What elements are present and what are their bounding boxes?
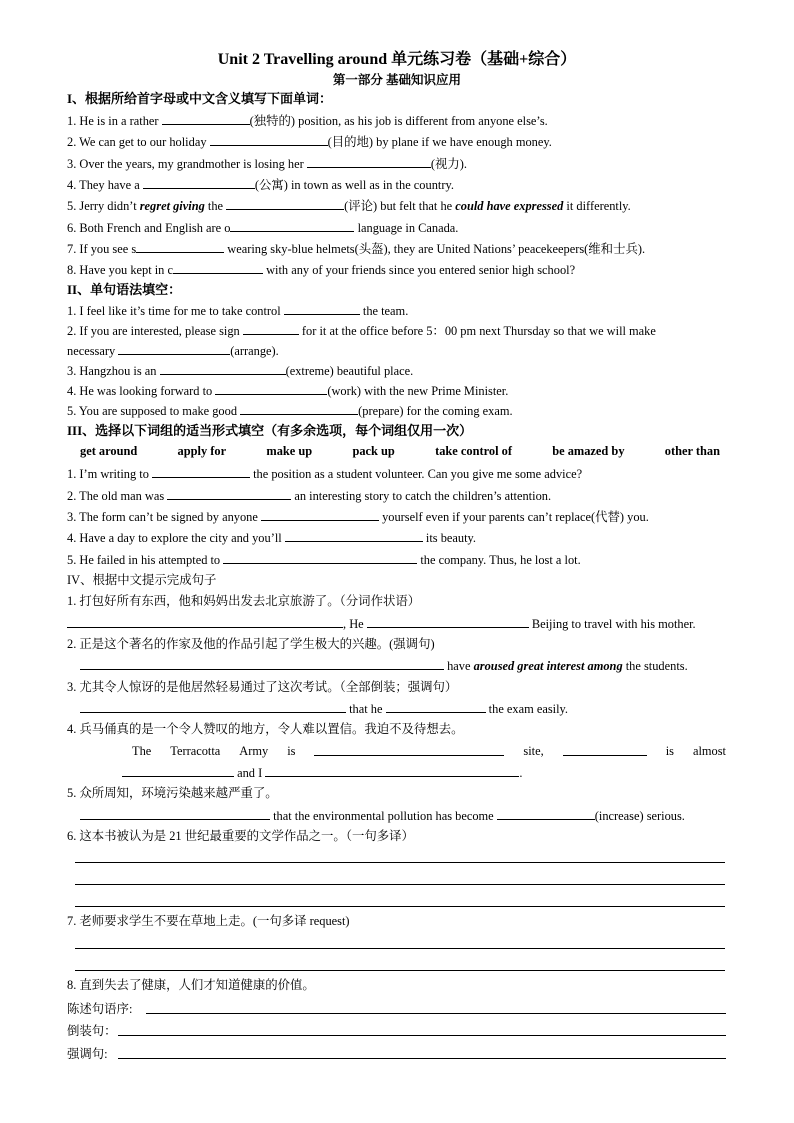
- p4-q5-prompt: 5. 众所周知，环境污染越来越严重了。: [67, 786, 278, 800]
- p1-q6: 6. Both French and English are o language in Canada.: [67, 221, 459, 235]
- p4-q2-answer: have aroused great interest among the students.: [80, 657, 688, 674]
- answer-blank[interactable]: [563, 743, 647, 756]
- part4-heading: IV、根据中文提示完成句子: [67, 573, 217, 587]
- p3-q3: 3. The form can’t be signed by anyone yourself even if your parents can’t replace(代替) you.: [67, 510, 649, 524]
- p4-q3-answer: that he the exam easily.: [80, 700, 568, 717]
- p2-q1: 1. I feel like it’s time for me to take control the team.: [67, 304, 409, 318]
- answer-blank[interactable]: [80, 657, 444, 670]
- p1-q2: 2. We can get to our holiday (目的地) by plane if we have enough money.: [67, 135, 552, 149]
- answer-blank[interactable]: [285, 529, 423, 542]
- answer-line[interactable]: [146, 1013, 726, 1014]
- p1-q3: 3. Over the years, my grandmother is losing her (视力).: [67, 157, 467, 171]
- answer-blank[interactable]: [67, 615, 343, 628]
- p1-q4: 4. They have a (公寓) in town as well as in the country.: [67, 178, 454, 192]
- answer-blank[interactable]: [210, 133, 328, 146]
- answer-blank[interactable]: [226, 197, 344, 210]
- p4-q6-prompt: 6. 这本书被认为是 21 世纪最重要的文学作品之一。（一句多译）: [67, 829, 414, 843]
- p4-q4-prompt: 4. 兵马俑真的是一个令人赞叹的地方，令人难以置信。我迫不及待想去。: [67, 722, 464, 736]
- p2-q4: 4. He was looking forward to (work) with the new Prime Minister.: [67, 384, 509, 398]
- phrase-options: [80, 444, 720, 459]
- part2-heading: II、单句语法填空：: [67, 282, 182, 297]
- p2-q5: 5. You are supposed to make good (prepare) for the coming exam.: [67, 404, 513, 418]
- page-subtitle: 第一部分 基础知识应用: [332, 73, 462, 87]
- p3-q2: 2. The old man was an interesting story to catch the children’s attention.: [67, 489, 552, 503]
- answer-blank[interactable]: [223, 551, 417, 564]
- answer-line[interactable]: [118, 1035, 726, 1036]
- phrase-option: take control of: [435, 444, 512, 458]
- answer-blank[interactable]: [367, 615, 529, 628]
- p4-q4-answer-line1: The Terracotta Army is site, is almost: [132, 744, 726, 758]
- answer-blank[interactable]: [314, 743, 504, 756]
- answer-blank[interactable]: [80, 807, 270, 820]
- p4-q2-prompt: 2. 正是这个著名的作家及他的作品引起了学生极大的兴趣。(强调句): [67, 637, 435, 651]
- answer-blank[interactable]: [152, 465, 250, 478]
- p4-q4-answer-line2: and I .: [122, 764, 522, 781]
- p4-q8-prompt: 8. 直到失去了健康，人们才知道健康的价值。: [67, 978, 315, 992]
- answer-blank[interactable]: [386, 700, 486, 713]
- answer-blank[interactable]: [497, 807, 595, 820]
- answer-line[interactable]: [118, 1058, 726, 1059]
- p3-q5: 5. He failed in his attempted to the company. Thus, he lost a lot.: [67, 553, 581, 567]
- p4-q5-answer: that the environmental pollution has become (increase) serious.: [80, 807, 685, 824]
- part3-heading: III、选择以下词组的适当形式填空（有多余选项，每个词组仅用一次）: [67, 423, 473, 438]
- part1-heading: I、根据所给首字母或中文含义填写下面单词：: [67, 91, 333, 106]
- phrase-option: apply for: [177, 444, 227, 458]
- p4-q7-prompt: 7. 老师要求学生不要在草地上走。(一句多译 request): [67, 914, 350, 928]
- p2-q3: 3. Hangzhou is an (extreme) beautiful place.: [67, 364, 414, 378]
- phrase-option: other than: [664, 444, 720, 458]
- p1-q8: 8. Have you kept in c with any of your friends since you entered senior high school?: [67, 263, 576, 277]
- p4-q1-prompt: 1. 打包好所有东西，他和妈妈出发去北京旅游了。（分词作状语）: [67, 594, 421, 608]
- answer-blank[interactable]: [80, 700, 346, 713]
- phrase-option: make up: [266, 444, 313, 458]
- answer-blank[interactable]: [265, 764, 519, 777]
- p4-q3-prompt: 3. 尤其令人惊讶的是他居然轻易通过了这次考试。（全部倒装；强调句）: [67, 680, 458, 694]
- answer-blank[interactable]: [243, 322, 299, 335]
- inversion-label: 倒装句：: [67, 1024, 117, 1038]
- p2-q2: 2. If you are interested, please sign for it at the office before 5：00 pm next Thursday so that we will make: [67, 324, 656, 338]
- p1-q5: 5. Jerry didn’t regret giving the (评论) but felt that he could have expressed it differently.: [67, 199, 631, 213]
- p3-q4: 4. Have a day to explore the city and you’ll its beauty.: [67, 531, 477, 545]
- p4-q1-answer: , He Beijing to travel with his mother.: [67, 615, 696, 632]
- declarative-label: 陈述句语序:: [67, 1002, 133, 1016]
- answer-blank[interactable]: [284, 302, 360, 315]
- answer-blank[interactable]: [215, 382, 327, 395]
- answer-line[interactable]: [75, 970, 725, 971]
- p3-q1: 1. I’m writing to the position as a student volunteer. Can you give me some advice?: [67, 467, 583, 481]
- answer-blank[interactable]: [122, 764, 234, 777]
- answer-blank[interactable]: [143, 176, 255, 189]
- phrase-option: pack up: [352, 444, 395, 458]
- emphatic-label: 强调句:: [67, 1047, 108, 1061]
- p1-q7: 7. If you see s wearing sky-blue helmets(头盔), they are United Nations’ peacekeepers(维和士兵).: [67, 242, 646, 256]
- answer-line[interactable]: [75, 884, 725, 885]
- answer-blank[interactable]: [230, 219, 354, 232]
- answer-blank[interactable]: [173, 261, 263, 274]
- answer-blank[interactable]: [162, 112, 250, 125]
- page-title: Unit 2 Travelling around 单元练习卷（基础+综合）: [217, 51, 577, 68]
- answer-line[interactable]: [75, 948, 725, 949]
- p1-q1: 1. He is in a rather (独特的) position, as his job is different from anyone else’s.: [67, 114, 548, 128]
- answer-blank[interactable]: [136, 240, 224, 253]
- answer-blank[interactable]: [261, 508, 379, 521]
- phrase-option: get around: [80, 444, 138, 458]
- answer-blank[interactable]: [167, 487, 291, 500]
- answer-blank[interactable]: [160, 362, 286, 375]
- answer-blank[interactable]: [307, 155, 431, 168]
- answer-blank[interactable]: [240, 402, 358, 415]
- answer-blank[interactable]: [118, 342, 230, 355]
- answer-line[interactable]: [75, 906, 725, 907]
- phrase-option: be amazed by: [552, 444, 625, 458]
- p2-q2-cont: necessary (arrange).: [67, 344, 279, 358]
- answer-line[interactable]: [75, 862, 725, 863]
